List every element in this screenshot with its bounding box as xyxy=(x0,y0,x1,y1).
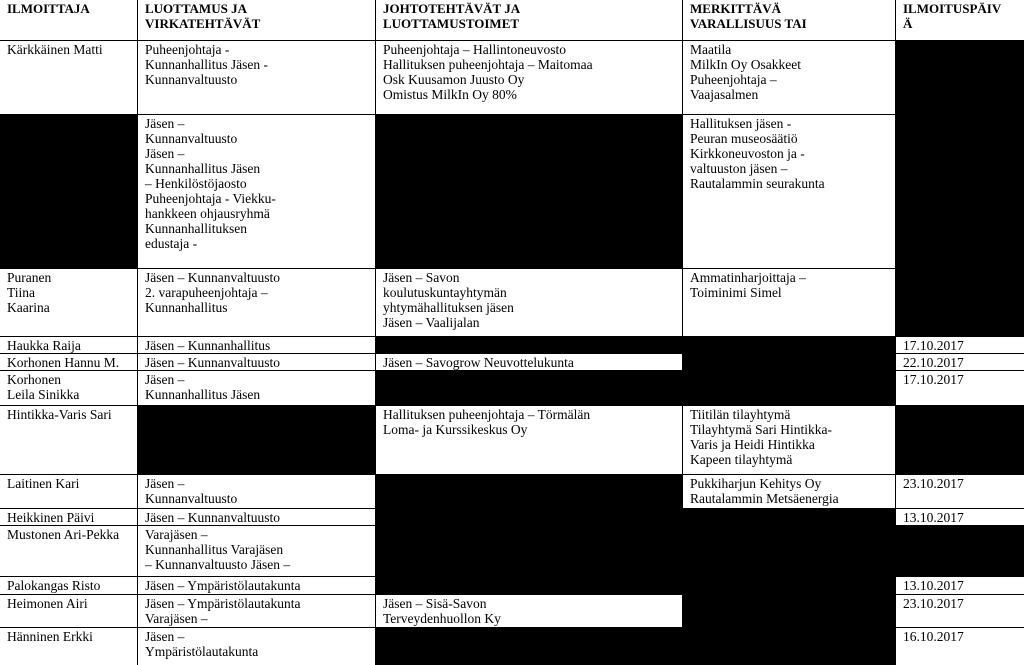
header-ilmoituspaiva: ILMOITUSPÄIV Ä xyxy=(896,0,1024,41)
header-johtotehtavat: JOHTOTEHTÄVÄT JA LUOTTAMUSTOIMET xyxy=(376,0,683,41)
table-cell-name: Puranen Tiina Kaarina xyxy=(0,269,138,337)
table-cell-date: 13.10.2017 xyxy=(896,577,1024,595)
table-cell-roles: Jäsen – Ympäristölautakunta Varajäsen – xyxy=(138,595,376,628)
table-cell-name: Heimonen Airi xyxy=(0,595,138,628)
redacted-block xyxy=(896,115,1024,269)
redacted-block xyxy=(138,406,376,475)
redacted-block xyxy=(376,577,683,595)
table-cell-name: Heikkinen Päivi xyxy=(0,509,138,526)
redacted-block xyxy=(683,509,896,526)
table-cell-name: Mustonen Ari-Pekka xyxy=(0,526,138,577)
table-cell-roles: Jäsen – Kunnanvaltuusto xyxy=(138,354,376,371)
table-cell-roles: Varajäsen – Kunnanhallitus Varajäsen – Kunnanvaltuusto Jäsen – xyxy=(138,526,376,577)
table-cell-leadership: Jäsen – Sisä-Savon Terveydenhuollon Ky xyxy=(376,595,683,628)
table-cell-assets: Ammatinharjoittaja – Toiminimi Simel xyxy=(683,269,896,337)
table-cell-date: 13.10.2017 xyxy=(896,509,1024,526)
table-cell-date: 23.10.2017 xyxy=(896,595,1024,628)
redacted-block xyxy=(896,269,1024,337)
redacted-block xyxy=(683,577,896,595)
redacted-block xyxy=(0,115,138,269)
table-cell-date: 17.10.2017 xyxy=(896,371,1024,406)
redacted-block xyxy=(376,526,683,577)
table-cell-date: 23.10.2017 xyxy=(896,475,1024,509)
redacted-block xyxy=(896,406,1024,475)
table-cell-roles: Jäsen – Kunnanvaltuusto 2. varapuheenjohtaja – Kunnanhallitus xyxy=(138,269,376,337)
header-luottamus: LUOTTAMUS JA VIRKATEHTÄVÄT xyxy=(138,0,376,41)
table-cell-date: 17.10.2017 xyxy=(896,337,1024,354)
table-cell-roles: Jäsen – Ympäristölautakunta xyxy=(138,628,376,665)
table-cell-assets: Pukkiharjun Kehitys Oy Rautalammin Metsäenergia xyxy=(683,475,896,509)
table-cell-name: Haukka Raija xyxy=(0,337,138,354)
table-cell-date: 16.10.2017 xyxy=(903,629,964,644)
redacted-block xyxy=(376,115,683,269)
header-varallisuus: MERKITTÄVÄ VARALLISUUS TAI xyxy=(683,0,896,41)
redacted-block xyxy=(376,509,683,526)
redacted-block xyxy=(683,354,896,371)
table-cell-name: Hintikka-Varis Sari xyxy=(0,406,138,475)
table-cell-roles: Puheenjohtaja - Kunnanhallitus Jäsen - Kunnanvaltuusto xyxy=(138,41,376,115)
redacted-block xyxy=(683,337,896,354)
redacted-block xyxy=(683,595,896,628)
table-cell-assets: Tiitilän tilayhtymä Tilayhtymä Sari Hintikka- Varis ja Heidi Hintikka Kapeen tilayhtymä xyxy=(683,406,896,475)
table-cell-name: Palokangas Risto xyxy=(0,577,138,595)
table-cell-name: Hänninen Erkki xyxy=(0,628,138,665)
redacted-block xyxy=(683,371,896,406)
redacted-block xyxy=(376,475,683,509)
table-cell-name: Laitinen Kari xyxy=(0,475,138,509)
table-cell-roles: Jäsen – Kunnanhallitus xyxy=(138,337,376,354)
table-cell-name: Korhonen Leila Sinikka xyxy=(0,371,138,406)
redacted-block xyxy=(896,526,1024,577)
table-cell-leadership: Jäsen – Savogrow Neuvottelukunta xyxy=(376,354,683,371)
table-cell-roles: Jäsen – Ympäristölautakunta xyxy=(138,577,376,595)
redacted-block xyxy=(683,526,896,577)
table-cell-date: 22.10.2017 xyxy=(896,354,1024,371)
table-cell-assets: Hallituksen jäsen - Peuran museosäätiö Kirkkoneuvoston ja - valtuuston jäsen – Rautalammin seurakunta xyxy=(683,115,896,269)
table-cell-name: Korhonen Hannu M. xyxy=(0,354,138,371)
table-cell-name: Kärkkäinen Matti xyxy=(0,41,138,115)
redacted-block xyxy=(683,628,896,665)
table-cell-leadership: Jäsen – Savon koulutuskuntayhtymän yhtymähallituksen jäsen Jäsen – Vaalijalan xyxy=(376,269,683,337)
table-cell-leadership: Hallituksen puheenjohtaja – Törmälän Loma- ja Kurssikeskus Oy xyxy=(376,406,683,475)
table-cell-assets: Maatila MilkIn Oy Osakkeet Puheenjohtaja – Vaajasalmen xyxy=(683,41,896,115)
redacted-block xyxy=(896,41,1024,115)
redacted-block xyxy=(376,371,683,406)
redacted-block xyxy=(376,628,683,665)
header-ilmoittaja: ILMOITTAJA xyxy=(0,0,138,41)
table-cell-roles: Jäsen – Kunnanvaltuusto xyxy=(138,475,376,509)
table-cell-roles: Jäsen – Kunnanvaltuusto Jäsen – Kunnanhallitus Jäsen – Henkilöstöjaosto Puheenjohtaja - Viekku- hankkeen ohjausryhmä Kunnanhallituksen edustaja - xyxy=(138,115,376,269)
table-cell-roles: Jäsen – Kunnanhallitus Jäsen xyxy=(138,371,376,406)
redacted-block xyxy=(376,337,683,354)
table-cell-leadership: Puheenjohtaja – Hallintoneuvosto Hallituksen puheenjohtaja – Maitomaa Osk Kuusamon Juusto Oy Omistus MilkIn Oy 80% xyxy=(376,41,683,115)
table-cell-roles: Jäsen – Kunnanvaltuusto xyxy=(138,509,376,526)
